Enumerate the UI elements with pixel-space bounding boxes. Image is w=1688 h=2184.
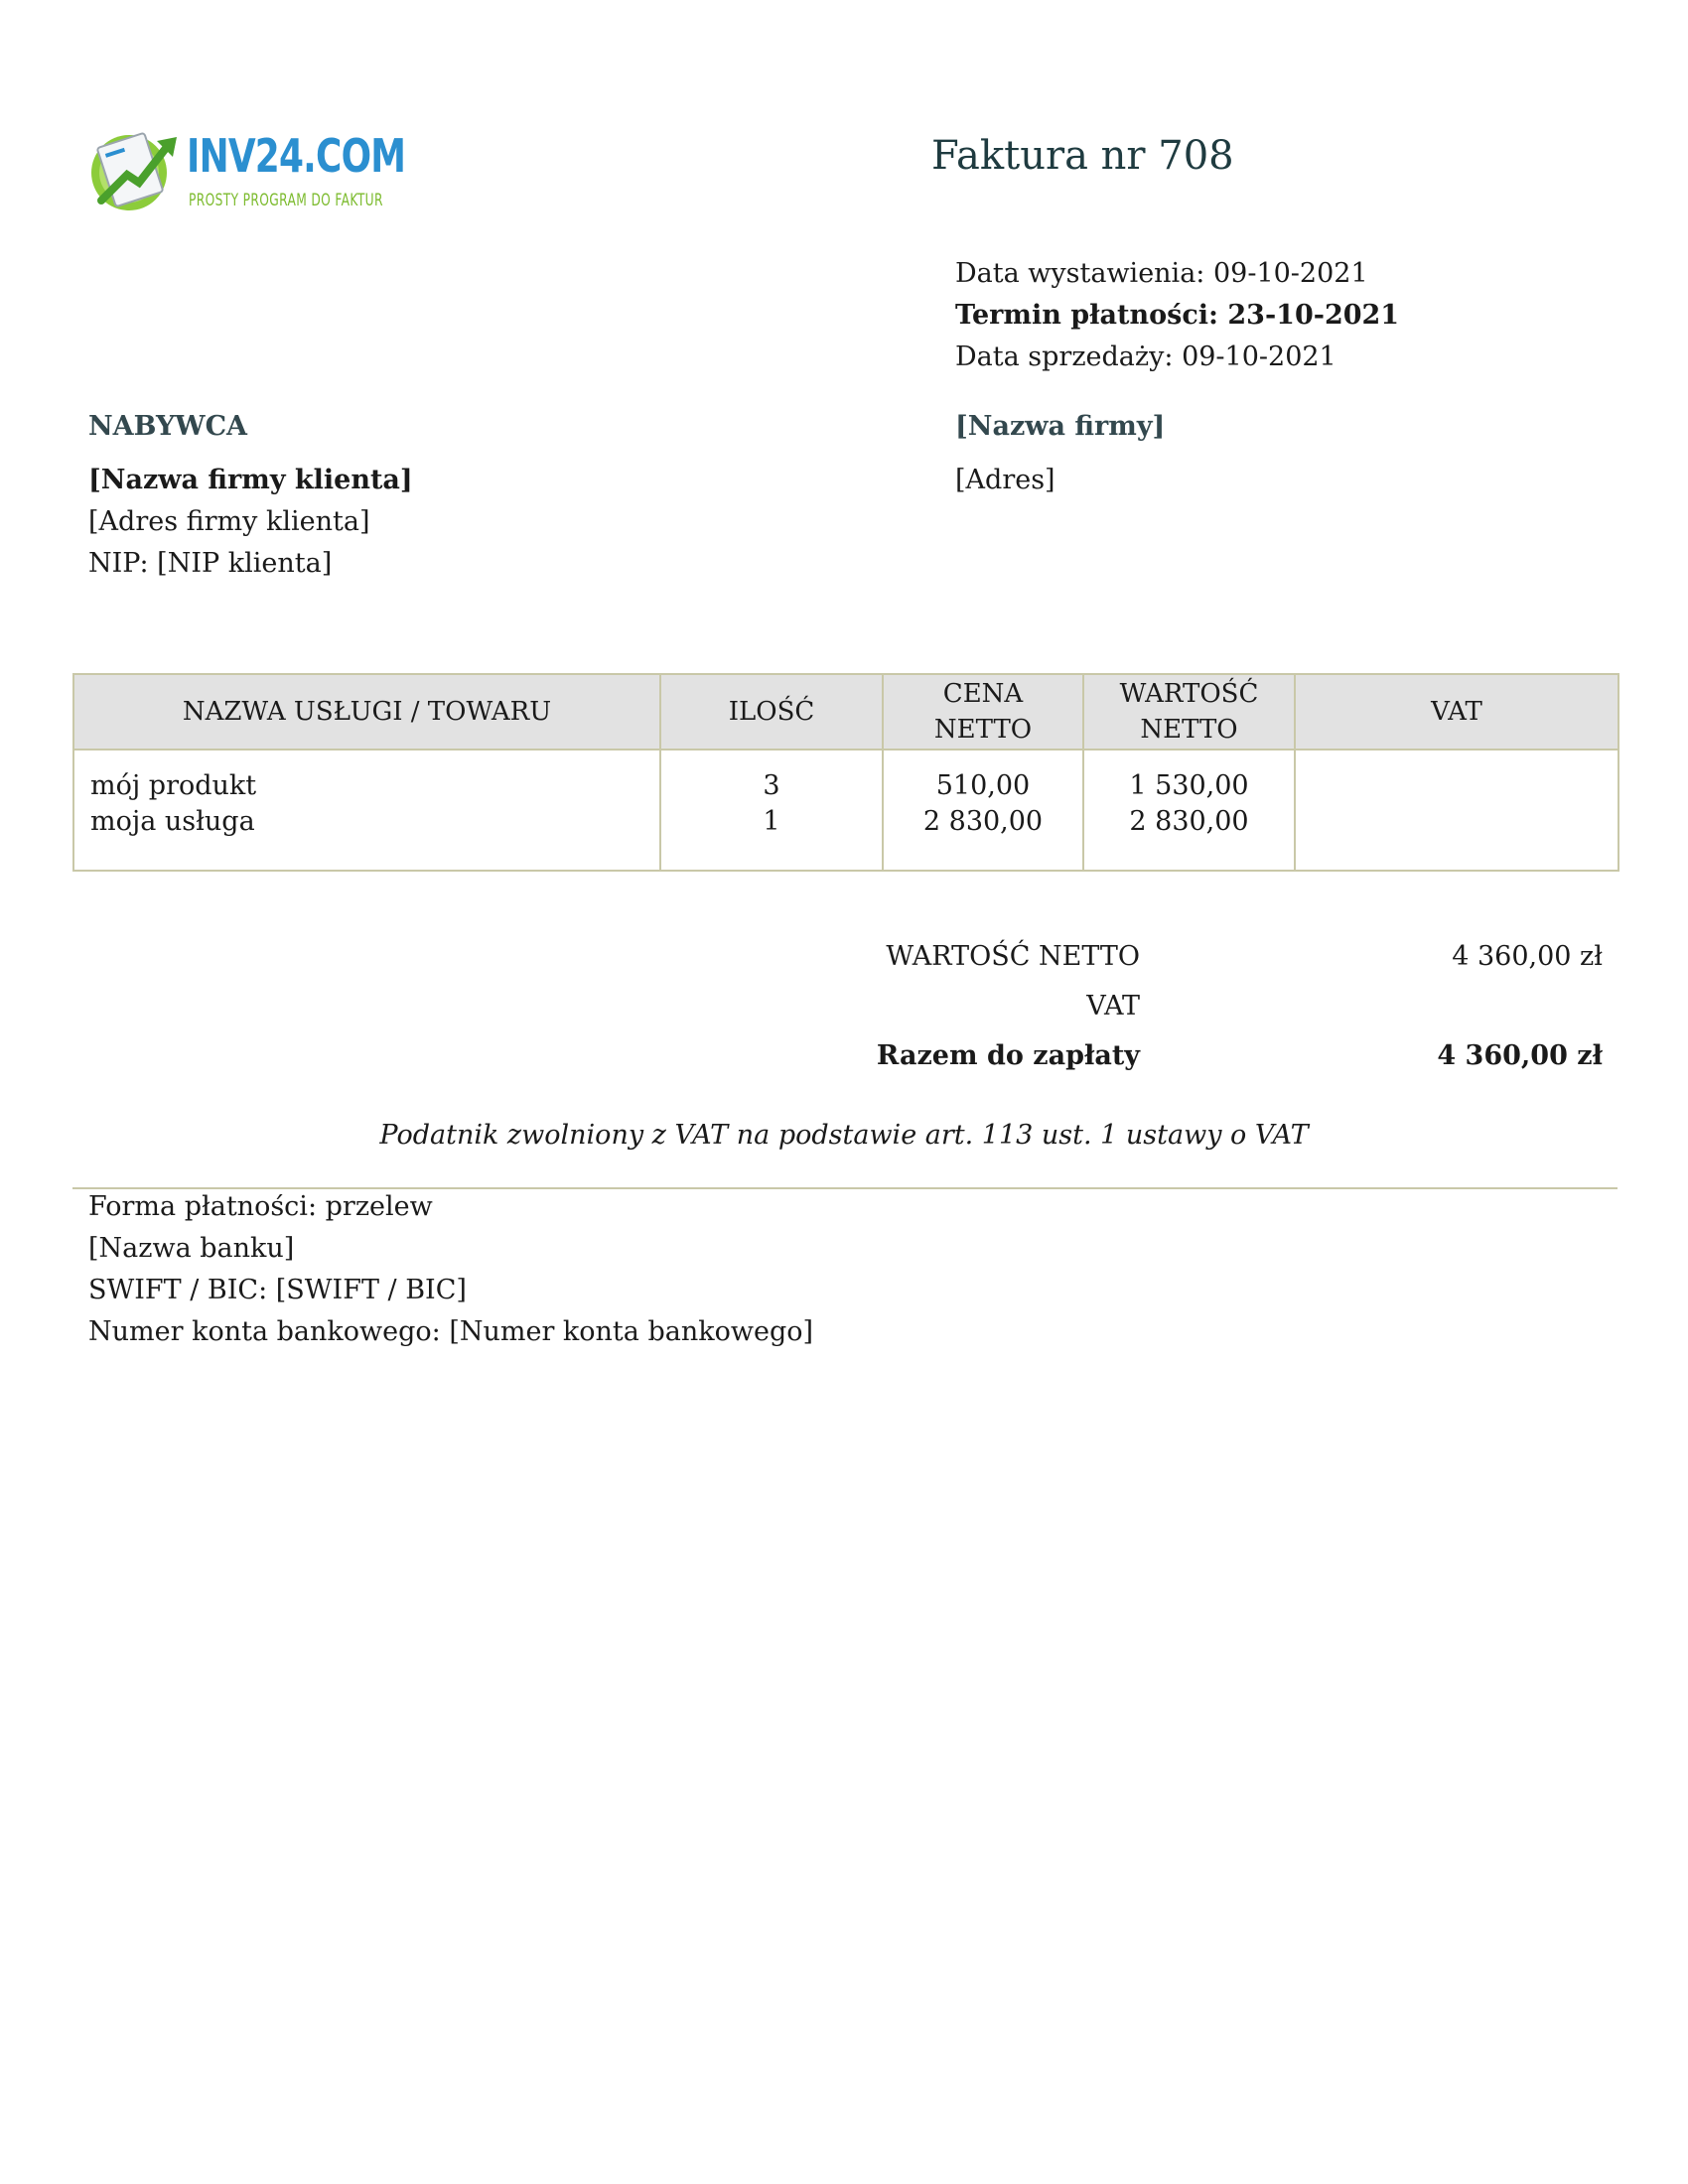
row-2-price: 2 830,00 <box>922 806 1044 837</box>
bank-account: Numer konta bankowego: [Numer konta bankowego] <box>88 1316 814 1347</box>
sale-date: Data sprzedaży: 09-10-2021 <box>955 341 1336 372</box>
logo-tagline: PROSTY PROGRAM DO FAKTUR <box>189 191 383 210</box>
col-header-value <box>1083 674 1295 750</box>
swift-bic: SWIFT / BIC: [SWIFT / BIC] <box>88 1275 467 1305</box>
buyer-name: [Nazwa firmy klienta] <box>88 465 413 495</box>
cell-values <box>1083 750 1295 871</box>
buyer-nip: NIP: [NIP klienta] <box>88 548 333 579</box>
payment-method: Forma płatności: przelew <box>88 1191 433 1222</box>
seller-address: [Adres] <box>955 465 1055 495</box>
issue-date: Data wystawienia: 09-10-2021 <box>955 258 1368 289</box>
buyer-address: [Adres firmy klienta] <box>88 506 370 537</box>
row-1-price: 510,00 <box>935 770 1031 801</box>
vat-exemption-note: Podatnik zwolniony z VAT na podstawie art. 113 ust. 1 ustawy o VAT <box>379 1120 1309 1151</box>
table-row <box>73 750 1618 871</box>
cell-names <box>73 750 660 871</box>
divider <box>72 1187 1618 1189</box>
col-header-qty: ILOŚĆ <box>660 674 883 750</box>
col-header-price <box>883 674 1083 750</box>
net-total-label: WARTOŚĆ NETTO <box>886 941 1140 972</box>
row-2-qty: 1 <box>763 806 780 837</box>
net-total-value: 4 360,00 zł <box>1452 941 1603 972</box>
col-header-price-line2: NETTO <box>933 715 1033 745</box>
col-header-price-line1: CENA <box>942 679 1024 709</box>
cell-prices <box>883 750 1083 871</box>
cell-qtys <box>660 750 883 871</box>
row-1-qty: 3 <box>763 770 780 801</box>
row-1-value: 1 530,00 <box>1129 770 1249 801</box>
seller-name: [Nazwa firmy] <box>955 411 1166 442</box>
invoice-title: Faktura nr 708 <box>931 133 1234 179</box>
buyer-heading: NABYWCA <box>88 411 248 442</box>
items-table <box>72 673 1619 872</box>
row-2-value: 2 830,00 <box>1129 806 1249 837</box>
row-2-name: moja usługa <box>90 806 255 837</box>
vat-total-label: VAT <box>1086 991 1140 1022</box>
due-date: Termin płatności: 23-10-2021 <box>955 300 1400 331</box>
row-1-name: mój produkt <box>90 770 257 801</box>
table-header-row <box>73 674 1618 750</box>
cell-vats <box>1295 750 1618 871</box>
col-header-name: NAZWA USŁUGI / TOWARU <box>73 674 660 750</box>
grand-total-value: 4 360,00 zł <box>1437 1040 1603 1071</box>
grand-total-label: Razem do zapłaty <box>876 1040 1140 1071</box>
col-header-value-line2: NETTO <box>1140 715 1238 745</box>
col-header-vat: VAT <box>1295 674 1618 750</box>
logo-name: INV24.COM <box>187 129 406 183</box>
col-header-value-line1: WARTOŚĆ <box>1119 679 1259 709</box>
invoice-logo-icon <box>87 117 197 226</box>
bank-name: [Nazwa banku] <box>88 1233 295 1264</box>
